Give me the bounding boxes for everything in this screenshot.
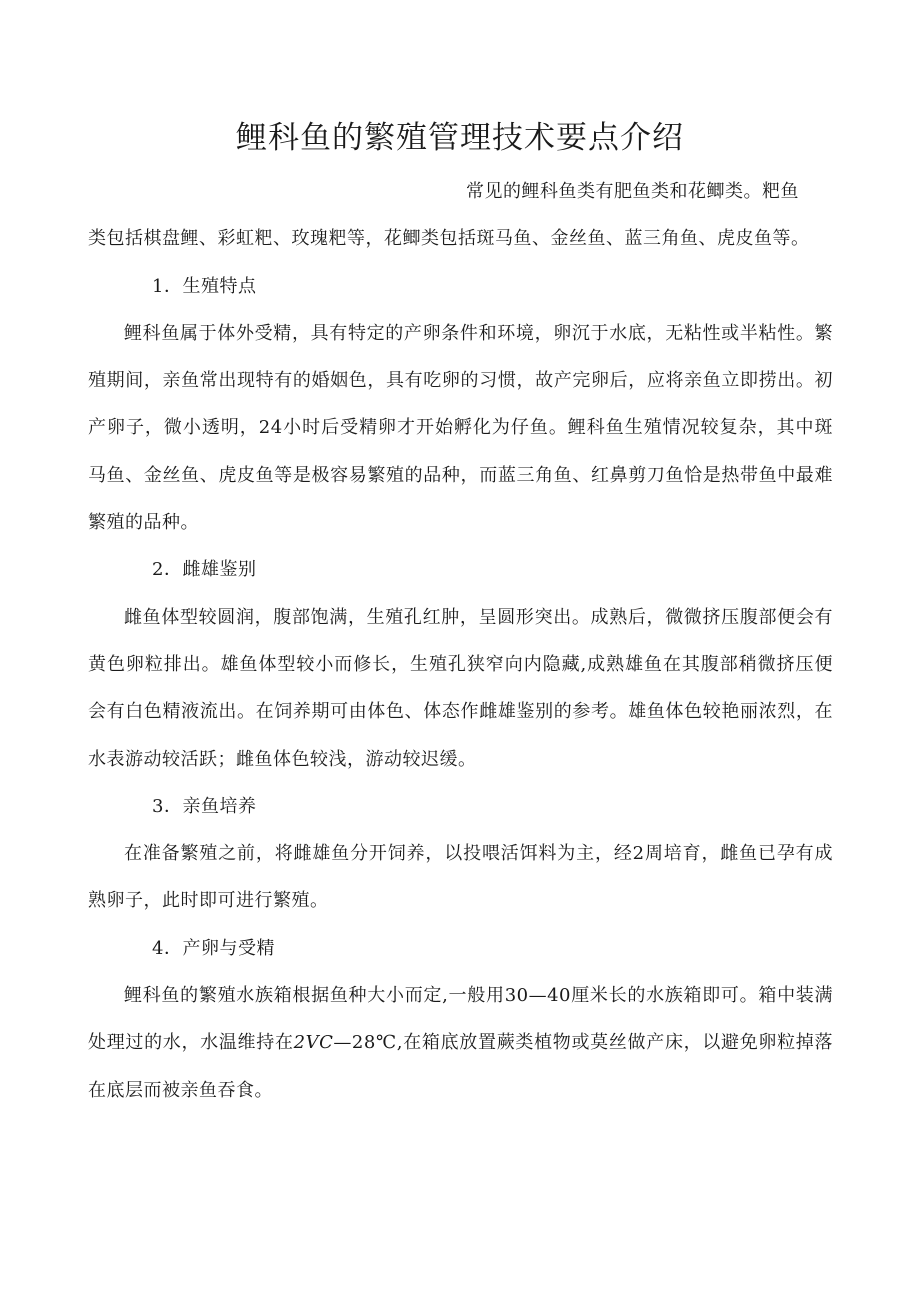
section-body-4-part-1: 鲤科鱼的繁殖水族箱根据鱼种大小而定,一般用30—40厘米长的水族箱即可。箱中装满处理过的水，水温维持在 [88, 985, 833, 1054]
section-heading-4: 4．产卵与受精 [152, 937, 275, 959]
section-body-2: 雌鱼体型较圆润，腹部饱满，生殖孔红肿，呈圆形突出。成熟后，微微挤压腹部便会有黄色卵粒排出。雄鱼体型较小而修长，生殖孔狭窄向内隐藏,成熟雄鱼在其腹部稍微挤压便会有白色精液流出。在饲养期可由体色、体态作雌雄鉴别的参考。雄鱼体色较艳丽浓烈，在水表游动较活跃；雌鱼体色较浅，游动较迟缓。 [88, 606, 833, 770]
section-heading-1: 1．生殖特点 [152, 275, 257, 297]
intro-paragraph [88, 168, 833, 263]
intro-rest: 类包括棋盘鲤、彩虹粑、玫瑰粑等，花鲫类包括斑马鱼、金丝鱼、蓝三角鱼、虎皮鱼等。 [88, 228, 810, 250]
section-body-4-part-2: —28℃,在箱底放置蕨类植物或莫丝做产床，以避免卵粒掉落在底层而被亲鱼吞食。 [88, 1032, 833, 1101]
section-body-3: 在准备繁殖之前，将雌雄鱼分开饲养，以投喂活饵料为主，经2周培育，雌鱼已孕有成熟卵子，此时即可进行繁殖。 [88, 843, 833, 912]
water-temperature-low: 2VC [293, 1032, 334, 1054]
document-title: 鲤科鱼的繁殖管理技术要点介绍 [236, 120, 684, 156]
document-body [88, 168, 833, 1114]
section-heading-3: 3．亲鱼培养 [152, 795, 257, 817]
section-body-4 [88, 972, 833, 1114]
intro-first-line: 常见的鲤科鱼类有肥鱼类和花鲫类。粑鱼 [466, 181, 799, 202]
section-heading-2: 2．雌雄鉴别 [152, 559, 257, 581]
section-body-1: 鲤科鱼属于体外受精，具有特定的产卵条件和环境，卵沉于水底，无粘性或半粘性。繁殖期间，亲鱼常出现特有的婚姻色，具有吃卵的习惯，故产完卵后，应将亲鱼立即捞出。初产卵子，微小透明，24小时后受精卵才开始孵化为仔鱼。鲤科鱼生殖情况较复杂，其中斑马鱼、金丝鱼、虎皮鱼等是极容易繁殖的品种，而蓝三角鱼、红鼻剪刀鱼恰是热带鱼中最难繁殖的品种。 [88, 322, 833, 534]
